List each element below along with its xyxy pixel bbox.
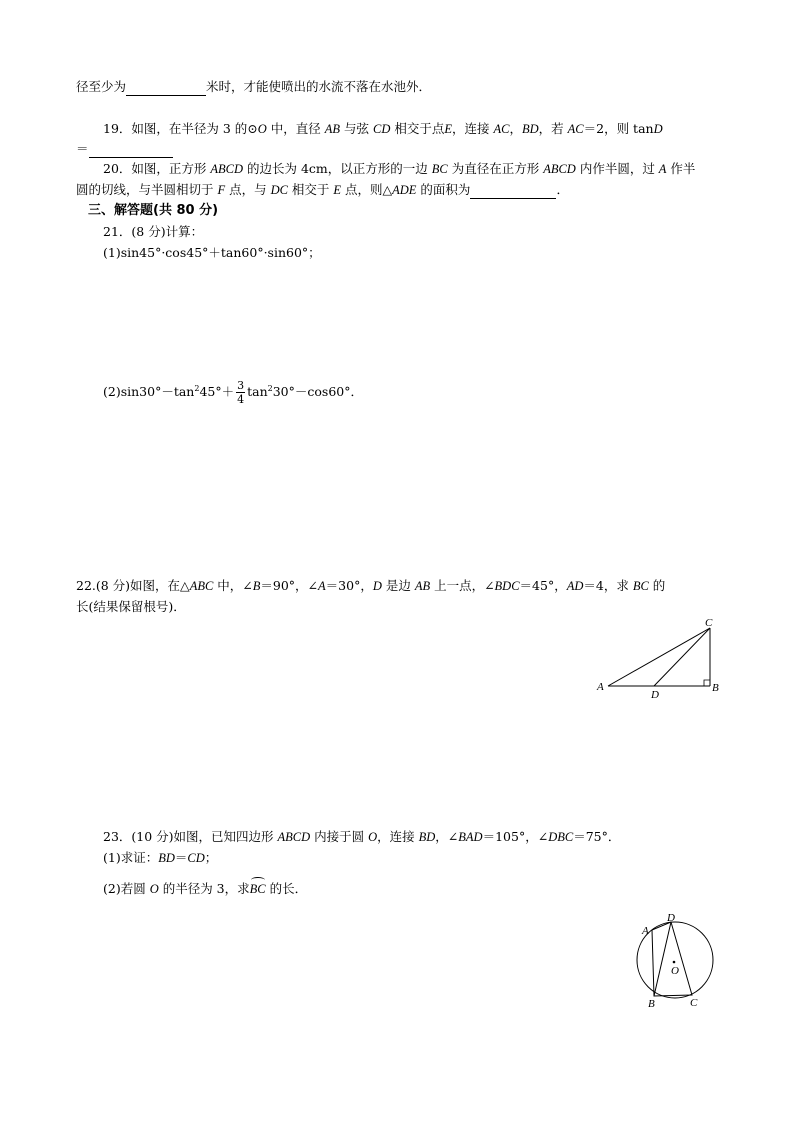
text: ，∠ xyxy=(435,829,459,844)
text: 上一点，∠ xyxy=(430,578,495,593)
var: AB xyxy=(324,122,341,136)
var: ABCD xyxy=(543,162,576,176)
var: BDC xyxy=(494,579,520,593)
text: 中，∠ xyxy=(213,578,253,593)
quadrilateral-abcd xyxy=(652,922,692,996)
text: ＝ xyxy=(174,850,188,865)
var: O xyxy=(149,882,159,896)
q23-line3 xyxy=(103,880,307,898)
var: E xyxy=(333,183,342,197)
denominator: 4 xyxy=(237,393,245,407)
var: CD xyxy=(373,122,391,136)
circle-figure xyxy=(628,910,724,1010)
var: AC xyxy=(567,122,584,136)
text: 30°－cos60°． xyxy=(272,384,363,400)
var: AD xyxy=(566,579,584,593)
center-point xyxy=(673,961,676,964)
text: 米时，才能使喷出的水流不落在水池外． xyxy=(206,79,432,94)
var: BAD xyxy=(458,830,483,844)
triangle-figure xyxy=(594,614,724,700)
var: ABCD xyxy=(210,162,244,176)
answer-blank xyxy=(89,143,173,158)
var: AB xyxy=(414,579,431,593)
text: 是边 xyxy=(381,578,415,593)
q23-line2 xyxy=(103,849,217,867)
q20-line2 xyxy=(76,181,569,199)
var: BC xyxy=(431,162,448,176)
section-title: 三、解答题(共 80 分) xyxy=(88,203,219,218)
text: tan xyxy=(247,384,268,400)
label-d: D xyxy=(651,689,659,700)
text: 中，直径 xyxy=(266,121,325,136)
label-b: B xyxy=(712,682,719,694)
text: ，连接 xyxy=(452,121,494,136)
var: BD xyxy=(158,851,175,865)
var: CD xyxy=(187,851,205,865)
text: ， xyxy=(509,121,522,136)
text: 径至少为 xyxy=(76,79,127,94)
q19-line1 xyxy=(103,120,663,138)
text: 点，与 xyxy=(225,182,271,197)
text: ． xyxy=(556,182,569,197)
var: BD xyxy=(418,830,436,844)
q21-part1: (1)sin45°·cos45°＋tan60°·sin60°； xyxy=(103,245,321,260)
fraction xyxy=(236,379,245,406)
q21-part2 xyxy=(103,372,363,409)
text: ＝2，则 tan xyxy=(583,121,654,136)
var: DC xyxy=(270,183,288,197)
q22-line2: 长(结果保留根号)． xyxy=(76,599,186,614)
text: ＝30°， xyxy=(325,578,373,593)
q21-head: 21．(8 分)计算： xyxy=(103,224,204,239)
answer-blank xyxy=(470,184,556,199)
answer-blank xyxy=(126,81,206,96)
text: 的 xyxy=(648,578,666,593)
var: ABCD xyxy=(277,830,311,844)
text: ＝45°， xyxy=(519,578,567,593)
continued-question-line xyxy=(76,78,431,96)
text: 23．(10 分)如图，已知四边形 xyxy=(103,829,278,844)
text: 圆的切线，与半圆相切于 xyxy=(76,182,218,197)
var: F xyxy=(217,183,226,197)
numerator: 3 xyxy=(237,379,245,393)
text: ＝75°． xyxy=(573,829,621,844)
text: 点，则△ xyxy=(341,182,393,197)
text: 相交于点 xyxy=(390,121,445,136)
text: 45°＋ xyxy=(199,384,235,400)
label-d: D xyxy=(667,912,675,924)
var: D xyxy=(653,122,663,136)
text: ＝4，求 xyxy=(583,578,633,593)
text: 的边长为 4cm，以正方形的一边 xyxy=(243,161,432,176)
text: ＝ xyxy=(76,141,89,156)
text: ＝105°，∠ xyxy=(482,829,549,844)
text: 内作半圆，过 xyxy=(575,161,659,176)
q22-line1 xyxy=(76,577,665,595)
text: 22.(8 分)如图，在△ xyxy=(76,578,190,593)
text: 与弦 xyxy=(340,121,373,136)
text: (1)求证： xyxy=(103,850,159,865)
exponent: 2 xyxy=(194,384,200,393)
text: ； xyxy=(204,850,218,865)
side-ac xyxy=(608,628,710,686)
text: 19．如图，在半径为 3 的⊙ xyxy=(103,121,258,136)
text: 的面积为 xyxy=(416,182,471,197)
label-c: C xyxy=(705,617,713,629)
var: O xyxy=(368,830,378,844)
label-a: A xyxy=(597,681,604,693)
var: BC xyxy=(632,579,649,593)
text: 的长． xyxy=(265,881,308,896)
var: O xyxy=(257,122,267,136)
label-b: B xyxy=(648,998,655,1010)
segment-dc xyxy=(654,628,710,686)
text: 相交于 xyxy=(287,182,334,197)
text: 内接于圆 xyxy=(310,829,369,844)
var: B xyxy=(252,579,261,593)
var: ABC xyxy=(189,579,214,593)
var: AC xyxy=(493,122,510,136)
var: DBC xyxy=(548,830,574,844)
var: E xyxy=(444,122,452,136)
diagonal-bd xyxy=(654,922,671,996)
q23-line1 xyxy=(103,828,620,846)
q19-line2 xyxy=(76,140,173,158)
text: 20．如图，正方形 xyxy=(103,161,211,176)
q20-line1 xyxy=(103,160,695,178)
var: A xyxy=(658,162,667,176)
label-a: A xyxy=(642,925,649,937)
var: ADE xyxy=(392,183,417,197)
text: ，连接 xyxy=(377,829,419,844)
text: 为直径在正方形 xyxy=(447,161,544,176)
var: D xyxy=(372,579,382,593)
text: (2)若圆 xyxy=(103,881,150,896)
label-o: O xyxy=(671,965,679,977)
exponent: 2 xyxy=(267,384,273,393)
text: ＝90°，∠ xyxy=(260,578,319,593)
text: 作半 xyxy=(666,161,696,176)
var: BD xyxy=(521,122,539,136)
text: 的半径为 3，求 xyxy=(158,881,250,896)
var: A xyxy=(318,579,326,593)
arc-bc: BC xyxy=(249,882,266,896)
text: (2)sin30°－tan xyxy=(103,384,195,400)
label-c: C xyxy=(690,997,698,1009)
text: ，若 xyxy=(538,121,568,136)
right-angle-mark xyxy=(704,680,710,686)
